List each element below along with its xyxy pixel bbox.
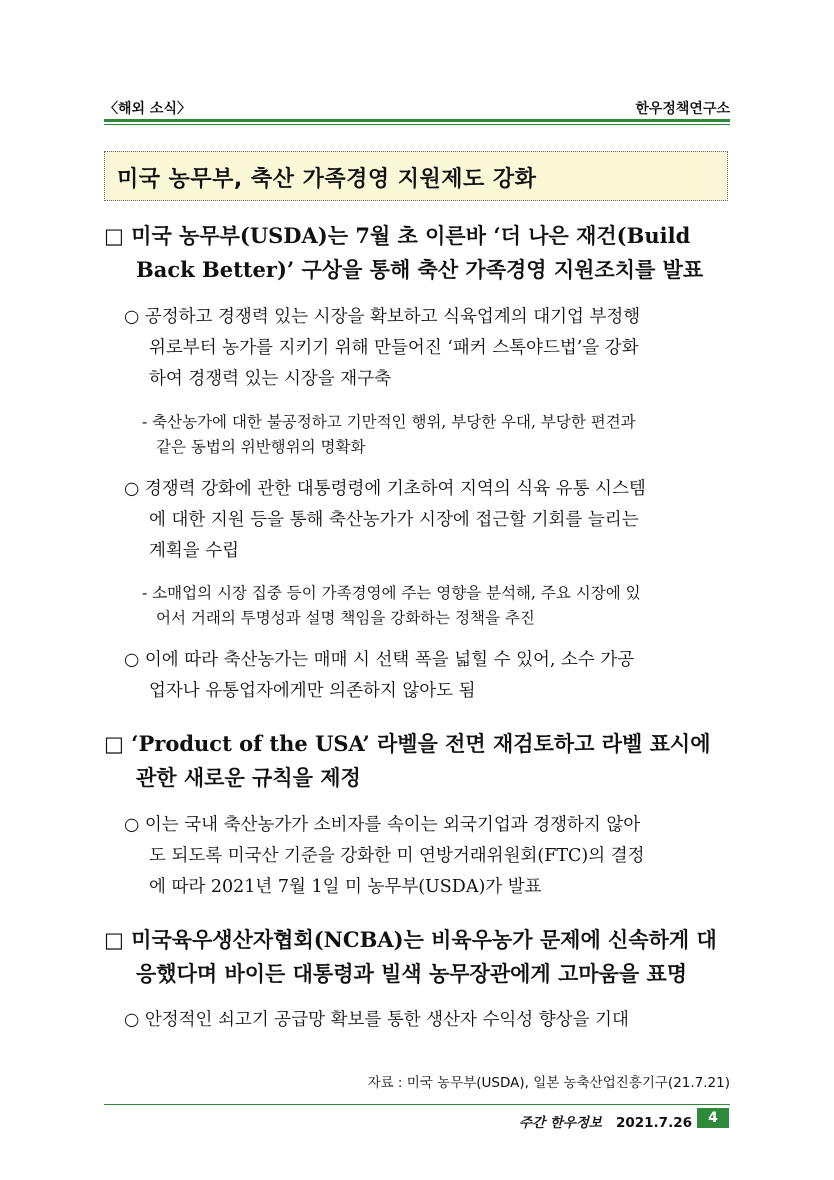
bullet-line: 도 되도록 미국산 기준을 강화한 미 연방거래위원회(FTC)의 결정 (149, 846, 645, 866)
sub-line: - 축산농가에 대한 불공정하고 기만적인 행위, 부당한 우대, 부당한 편견과 (142, 413, 636, 431)
sub-item (142, 581, 641, 631)
bullet-line: 계획을 수립 (149, 541, 240, 561)
bullet-line: ○ 경쟁력 강화에 관한 대통령령에 기초하여 지역의 식육 유통 시스템 (124, 479, 646, 499)
bullet-item (124, 645, 634, 707)
heading-line: □ 미국육우생산자협회(NCBA)는 비육우농가 문제에 신속하게 대 (104, 927, 717, 952)
source-citation: 자료 : 미국 농무부(USDA), 일본 농축산업진흥기구(21.7.21) (367, 1075, 730, 1091)
header-rule-thin (104, 124, 730, 125)
issue-date: 2021.7.26 (615, 1115, 692, 1131)
section-heading-2 (104, 727, 711, 795)
section-heading-1 (104, 219, 703, 287)
bullet-line: ○ 이에 따라 축산농가는 매매 시 선택 폭을 넓힐 수 있어, 소수 가공 (124, 650, 635, 670)
section-heading-3 (104, 923, 717, 991)
heading-line: 관한 새로운 규칙을 제정 (136, 765, 361, 790)
bullet-line: ○ 이는 국내 축산농가가 소비자를 속이는 외국기업과 경쟁하지 않아 (124, 815, 641, 835)
bullet-line: ○ 공정하고 경쟁력 있는 시장을 확보하고 식육업계의 대기업 부정행 (124, 307, 641, 327)
bullet-item (124, 810, 645, 903)
publication-name: 주간 한우정보 (519, 1115, 602, 1131)
heading-line: □ ‘Product of the USA’ 라벨을 전면 재검토하고 라벨 표시에 (104, 731, 711, 756)
heading-line: □ 미국 농무부(USDA)는 7월 초 이른바 ‘더 나은 재건(Build (104, 223, 691, 248)
section-label: 〈해외 소식〉 (104, 101, 191, 117)
bullet-line: 에 대한 지원 등을 통해 축산농가가 시장에 접근할 기회를 늘리는 (149, 510, 639, 530)
bullet-line: 업자나 유통업자에게만 의존하지 않아도 됨 (149, 681, 476, 701)
bullet-item (124, 474, 646, 567)
bullet-line: 에 따라 2021년 7월 1일 미 농무부(USDA)가 발표 (149, 877, 542, 897)
footer-rule (104, 1104, 730, 1105)
bullet-item (124, 1005, 629, 1036)
heading-line: Back Better)’ 구상을 통해 축산 가족경영 지원조치를 발표 (136, 257, 704, 282)
title-box (104, 151, 728, 201)
sub-line: - 소매업의 시장 집중 등이 가족경영에 주는 영향을 분석해, 주요 시장에 있 (142, 584, 641, 602)
header-rule (104, 119, 730, 122)
bullet-line: ○ 안정적인 쇠고기 공급망 확보를 통한 생산자 수익성 향상을 기대 (124, 1010, 629, 1030)
sub-item (142, 410, 636, 460)
page-number: 4 (697, 1108, 729, 1128)
organization-name: 한우정책연구소 (635, 101, 730, 117)
footer-publication (519, 1111, 692, 1131)
heading-line: 응했다며 바이든 대통령과 빌색 농무장관에게 고마움을 표명 (136, 961, 688, 986)
page-title: 미국 농무부, 축산 가족경영 지원제도 강화 (117, 167, 537, 192)
bullet-line: 하여 경쟁력 있는 시장을 재구축 (149, 369, 392, 389)
bullet-line: 위로부터 농가를 지키기 위해 만들어진 ‘패커 스톡야드법’을 강화 (149, 338, 639, 358)
sub-line: 어서 거래의 투명성과 설명 책임을 강화하는 정책을 추진 (156, 609, 535, 627)
bullet-item (124, 302, 640, 395)
sub-line: 같은 동법의 위반행위의 명확화 (156, 438, 366, 456)
